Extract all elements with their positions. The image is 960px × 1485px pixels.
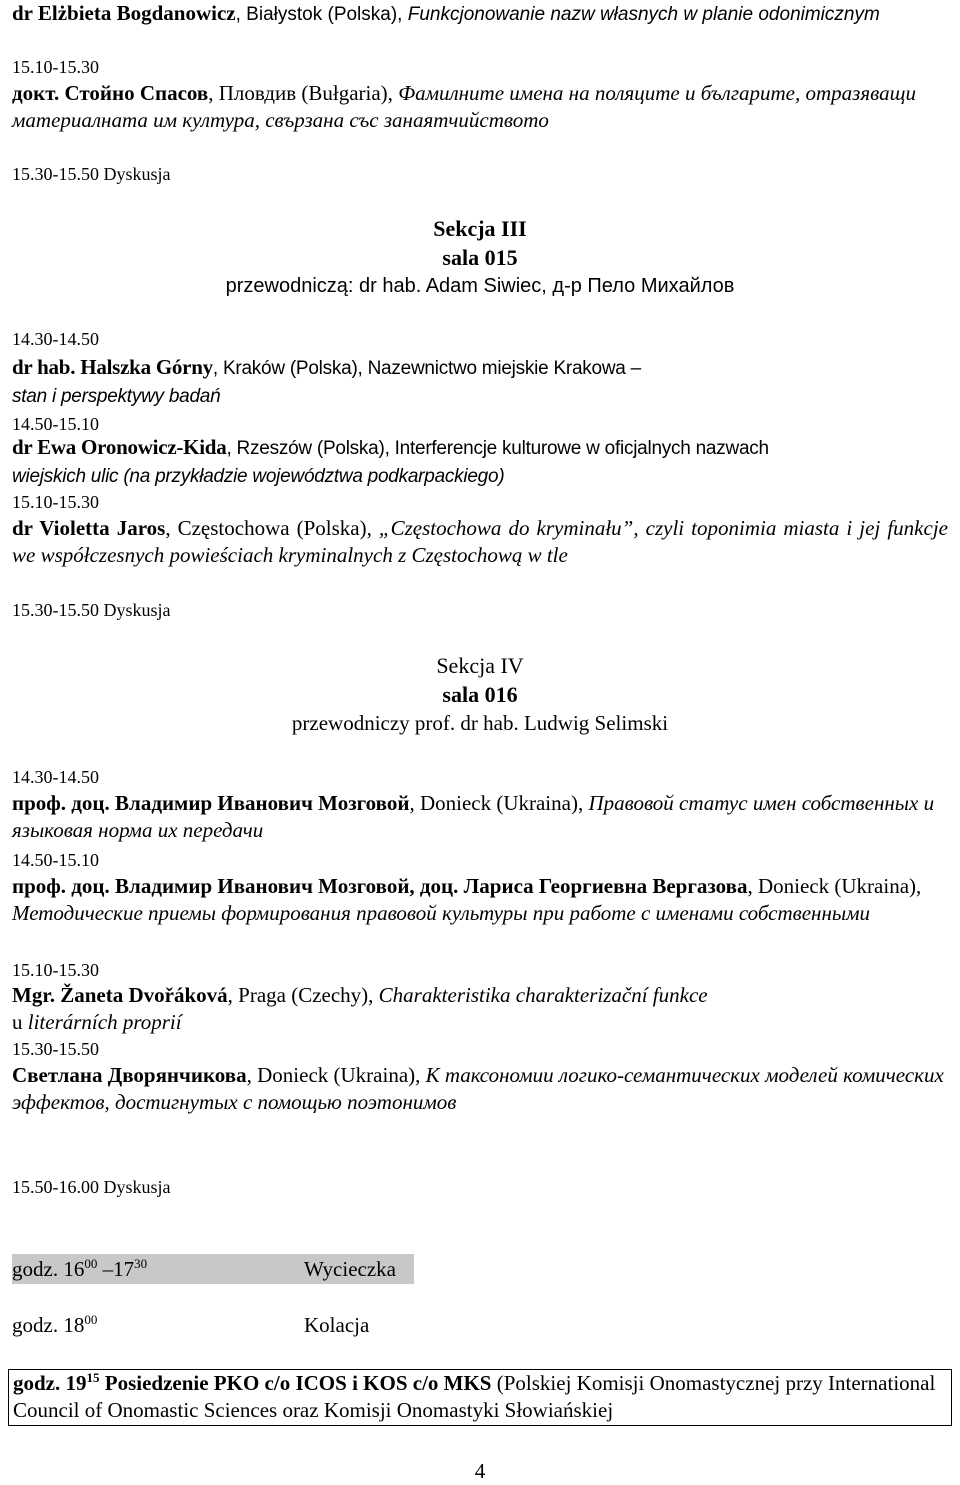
section-chairs: przewodniczą: dr hab. Adam Siwiec, д-р Пело Михайлов — [225, 275, 735, 297]
time-slot: 14.50-15.10 — [12, 850, 99, 870]
meeting-desc: (Polskiej Komisji Onomastycznej przy International Council of Onomastic Sciences oraz Komisji Onomastyki Słowiańskiej — [13, 1371, 936, 1423]
time-slot: 15.10-15.30 — [12, 960, 99, 980]
time-slot: 14.30-14.50 — [12, 767, 99, 787]
place: , Białystok (Polska), — [235, 4, 408, 25]
page-number: 4 — [474, 1459, 486, 1483]
author: проф. доц. Владимир Иванович Мозговой — [12, 791, 410, 815]
talk-title: К таксономии логико-семантических моделей комических эффектов, достигнутых с помощью поэтонимов — [12, 1063, 944, 1115]
author: dr hab. Halszka Górny — [12, 355, 213, 379]
trip-time-sup: 00 — [84, 1256, 98, 1271]
meeting-box — [8, 1369, 952, 1426]
time-slot: 15.10-15.30 — [12, 492, 99, 512]
place: , Donieck (Ukraina), — [409, 791, 589, 815]
time-slot: 14.30-14.50 — [12, 329, 99, 349]
talk-title: Методические приемы формирования правовой культуры при работе с именами собственными — [12, 901, 871, 926]
talk — [12, 354, 948, 409]
section-title: Sekcja IV — [436, 653, 524, 678]
talk-title: wiejskich ulic (na przykładzie województwa podkarpackiego) — [12, 465, 505, 487]
talk-title: Funkcjonowanie nazw własnych w planie odonimicznym — [407, 4, 880, 25]
dinner-time: godz. 18 — [12, 1313, 85, 1337]
dinner-label: Kolacja — [304, 1313, 370, 1337]
talk — [12, 982, 948, 1037]
trip-time-sup: 30 — [134, 1256, 148, 1271]
talk-title: Charakteristika charakterizační funkce — [378, 983, 708, 1007]
top-talk-2 — [12, 80, 948, 135]
place: , Kraków (Polska), Nazewnictwo miejskie Krakowa – — [212, 358, 641, 379]
author: Mgr. Žaneta Dvořáková — [12, 983, 228, 1007]
dinner-time-sup: 00 — [84, 1312, 98, 1327]
trip-row — [12, 1254, 948, 1284]
talk-title: Фамилните имена на поляците и българите, отразяващи материалната им култура, свързана със занаятчийството — [12, 81, 916, 133]
place: , Częstochowa (Polska), — [165, 516, 379, 540]
meeting-time-sup: 15 — [86, 1370, 100, 1385]
section-room: sala 016 — [442, 682, 518, 707]
author: Светлана Дворянчикова — [12, 1063, 247, 1087]
section-chairs: przewodniczy prof. dr hab. Ludwig Selimski — [291, 711, 669, 735]
talk-title: Правовой статус имен собственных и языковая норма их передачи — [12, 791, 935, 843]
place: , Praga (Czechy), — [227, 983, 379, 1007]
section-room: sala 015 — [442, 245, 518, 270]
dinner-row — [12, 1312, 948, 1339]
discussion: 15.30-15.50 Dyskusja — [12, 164, 171, 184]
author: dr Violetta Jaros — [12, 516, 166, 540]
trip-time: godz. 16 — [12, 1257, 85, 1281]
place: , Donieck (Ukraina), — [246, 1063, 426, 1087]
time-slot: 15.10-15.30 — [12, 57, 99, 77]
talk-title: stan i perspektywy badań — [12, 385, 221, 407]
time-slot: 14.50-15.10 — [12, 414, 99, 434]
place: , Rzeszów (Polska), Interferencje kulturowe w oficjalnych nazwach — [226, 438, 769, 459]
place: , Пловдив (Bułgaria), — [208, 81, 399, 105]
talk-title: literárních proprií — [27, 1010, 182, 1035]
trip-time-mid: –17 — [97, 1257, 135, 1281]
talk — [12, 873, 948, 928]
talk — [12, 515, 948, 570]
top-talk-1 — [12, 0, 948, 28]
talk — [12, 434, 948, 489]
author: проф. доц. Владимир Иванович Мозговой, доц. Лариса Георгиевна Вергазова — [12, 874, 748, 898]
author: dr Ewa Oronowicz-Kida — [12, 435, 227, 459]
author: докт. Стойно Спасов — [12, 81, 209, 105]
talk-title: „Częstochowa do kryminału”, czyli toponimia miasta i jej funkcje we współczesnych powieściach kryminalnych z Częstochową w tle — [12, 516, 948, 568]
meeting-time: godz. 19 — [13, 1371, 87, 1395]
meeting-title: Posiedzenie PKO c/o ICOS i KOS c/o MKS — [99, 1371, 492, 1395]
talk — [12, 1062, 948, 1117]
time-slot: 15.30-15.50 — [12, 1039, 99, 1059]
section-title: Sekcja III — [433, 216, 527, 241]
author: dr Elżbieta Bogdanowicz — [12, 1, 236, 25]
place: , Donieck (Ukraina), — [747, 874, 922, 898]
talk — [12, 790, 948, 845]
trip-label: Wycieczka — [304, 1257, 396, 1281]
discussion: 15.50-16.00 Dyskusja — [12, 1177, 171, 1197]
place: u — [12, 1010, 28, 1035]
discussion: 15.30-15.50 Dyskusja — [12, 600, 171, 620]
